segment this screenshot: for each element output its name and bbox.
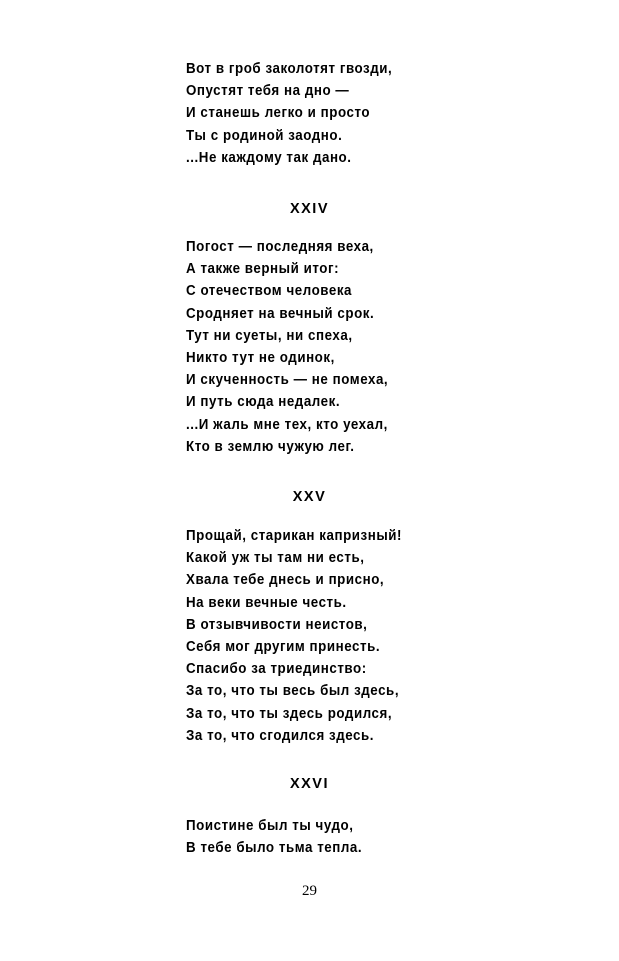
stanza-xxv (186, 525, 566, 747)
poem-line: За то, что ты весь был здесь, (186, 683, 400, 700)
poem-line: В тебе было тьма тепла. (186, 840, 363, 857)
poem-line: ...И жаль мне тех, кто уехал, (186, 416, 388, 433)
stanza-top (186, 58, 566, 169)
poem-line: Какой уж ты там ни есть, (186, 550, 365, 567)
poem-line: Себя мог другим принесть. (186, 639, 381, 656)
stanza-xxiv (186, 236, 566, 458)
poem-line: Прощай, старикан капризный! (186, 528, 403, 544)
poem-line: И скученность — не помеха, (186, 372, 389, 389)
section-heading-xxv: XXV (292, 489, 327, 505)
poem-line: На веки вечные честь. (186, 594, 347, 611)
poem-line: Хвала тебе днесь и присно, (186, 572, 385, 589)
poem-line: И станешь легко и просто (186, 105, 371, 122)
poem-line: С отечеством человека (186, 283, 353, 300)
poem-line: За то, что сгодился здесь. (186, 727, 375, 744)
poem-line: Погост — последняя веха, (186, 239, 374, 255)
poem-line: Опустят тебя на дно — (186, 83, 350, 100)
poem-line: Никто тут не одинок, (186, 350, 335, 367)
poem-line: А также верный итог: (186, 261, 340, 278)
poem-line: Поистине был ты чудо, (186, 818, 354, 834)
poem-line: Тут ни суеты, ни спеха, (186, 327, 353, 344)
poem-line: Спасибо за триединство: (186, 661, 367, 678)
poem-line: Вот в гроб заколотят гвозди, (186, 61, 393, 77)
poem-line: И путь сюда недалек. (186, 394, 341, 411)
poem-line: За то, что ты здесь родился, (186, 705, 393, 722)
poem-line: ...Не каждому так дано. (186, 149, 352, 166)
stanza-xxvi (186, 815, 566, 859)
poem-line: В отзывчивости неистов, (186, 616, 368, 633)
section-heading-xxiv: XXIV (289, 201, 330, 217)
section-heading-xxvi: XXVI (289, 776, 330, 792)
poem-line: Сродняет на вечный срок. (186, 305, 375, 322)
poem-line: Ты с родиной заодно. (186, 127, 343, 144)
page-number: 29 (302, 883, 317, 899)
poem-line: Кто в землю чужую лег. (186, 438, 355, 455)
